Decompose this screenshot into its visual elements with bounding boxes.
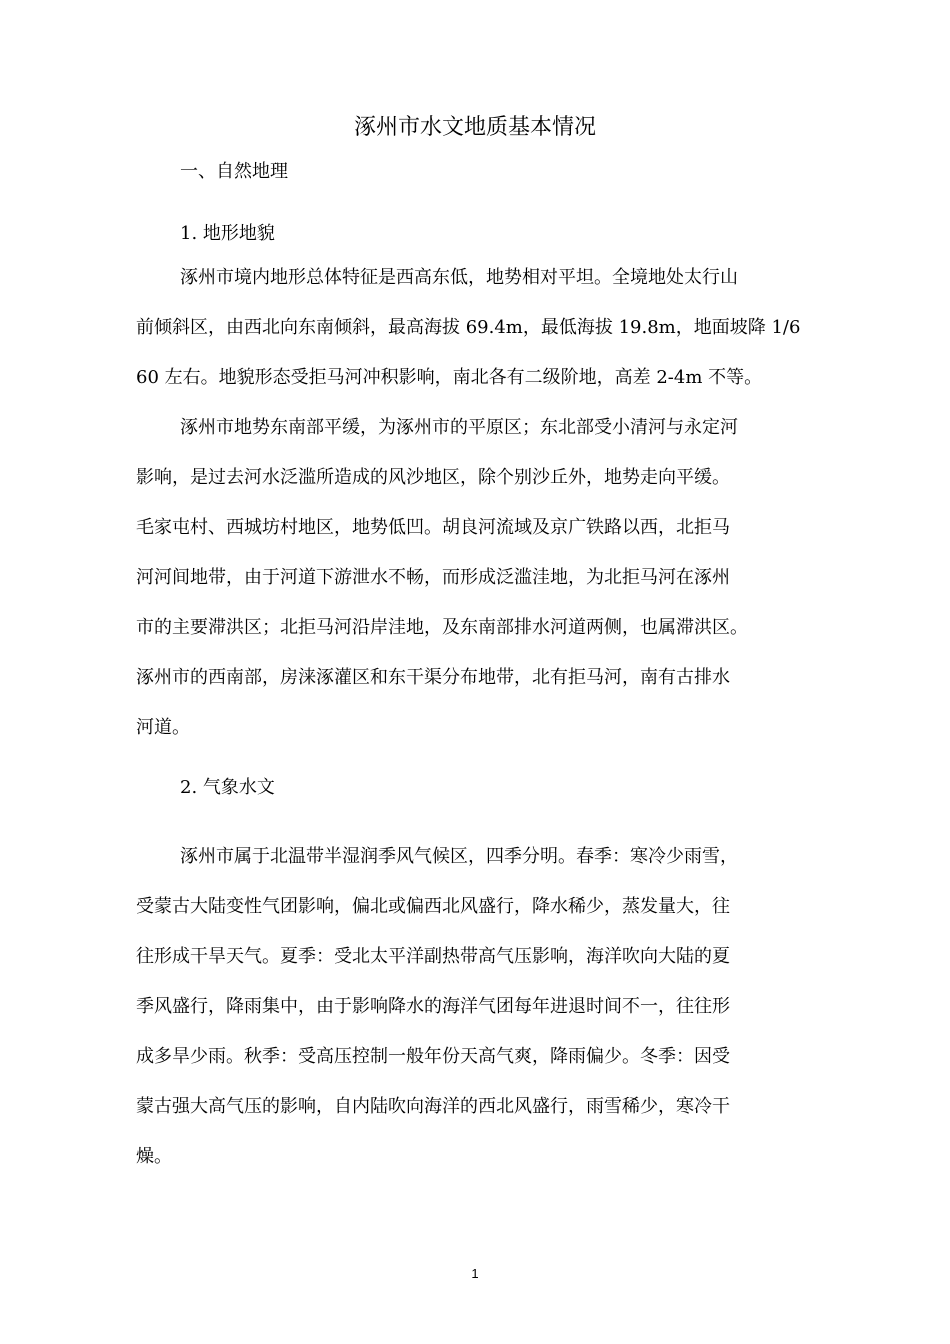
paragraph-line: 市的主要滞洪区；北拒马河沿岸洼地，及东南部排水河道两侧，也属滞洪区。 bbox=[136, 617, 748, 638]
subsection-heading-climate-hydrology: 2. 气象水文 bbox=[180, 777, 275, 798]
paragraph-line: 涿州市的西南部，房涞涿灌区和东干渠分布地带，北有拒马河，南有古排水 bbox=[136, 667, 730, 688]
paragraph-line: 影响，是过去河水泛滥所造成的风沙地区，除个别沙丘外，地势走向平缓。 bbox=[136, 467, 730, 488]
section-heading-natural-geography: 一、自然地理 bbox=[180, 161, 288, 182]
paragraph-line: 60 左右。地貌形态受拒马河冲积影响，南北各有二级阶地，高差 2-4m 不等。 bbox=[136, 367, 763, 388]
paragraph-line: 涿州市地势东南部平缓，为涿州市的平原区；东北部受小清河与永定河 bbox=[180, 417, 738, 438]
page-number: 1 bbox=[471, 1266, 479, 1281]
paragraph-line: 季风盛行，降雨集中，由于影响降水的海洋气团每年进退时间不一，往往形 bbox=[136, 996, 730, 1017]
paragraph-line: 受蒙古大陆变性气团影响，偏北或偏西北风盛行，降水稀少，蒸发量大，往 bbox=[136, 896, 730, 917]
paragraph-line: 往形成干旱天气。夏季：受北太平洋副热带高气压影响，海洋吹向大陆的夏 bbox=[136, 946, 730, 967]
paragraph-line: 成多旱少雨。秋季：受高压控制一般年份天高气爽，降雨偏少。冬季：因受 bbox=[136, 1046, 730, 1067]
page-title: 涿州市水文地质基本情况 bbox=[353, 115, 596, 140]
subsection-heading-terrain: 1. 地形地貌 bbox=[180, 223, 275, 244]
paragraph-line: 蒙古强大高气压的影响，自内陆吹向海洋的西北风盛行，雨雪稀少，寒冷干 bbox=[136, 1096, 730, 1117]
paragraph-line: 前倾斜区，由西北向东南倾斜，最高海拔 69.4m，最低海拔 19.8m，地面坡降 1/6 bbox=[136, 317, 801, 338]
paragraph-line: 涿州市属于北温带半湿润季风气候区，四季分明。春季：寒冷少雨雪， bbox=[180, 846, 738, 867]
paragraph-line: 毛家屯村、西城坊村地区，地势低凹。胡良河流域及京广铁路以西，北拒马 bbox=[136, 517, 730, 538]
paragraph-line: 河河间地带，由于河道下游泄水不畅，而形成泛滥洼地，为北拒马河在涿州 bbox=[136, 567, 730, 588]
paragraph-line: 涿州市境内地形总体特征是西高东低，地势相对平坦。全境地处太行山 bbox=[180, 267, 738, 288]
paragraph-line: 燥。 bbox=[136, 1146, 172, 1167]
paragraph-line: 河道。 bbox=[136, 717, 190, 738]
